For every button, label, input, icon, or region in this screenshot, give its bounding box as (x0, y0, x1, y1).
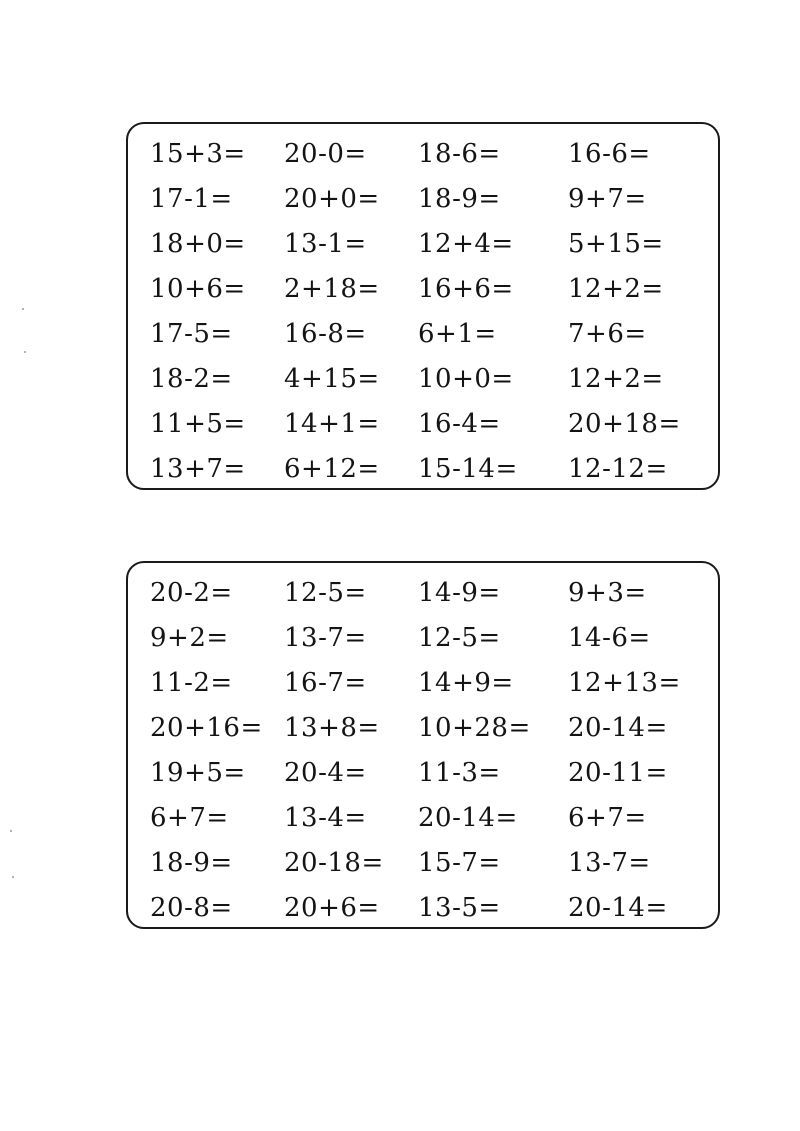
math-problem: 12+4= (418, 229, 514, 259)
math-problem: 12-5= (418, 623, 501, 653)
problem-row (128, 224, 718, 264)
math-problem: 20+16= (150, 713, 263, 743)
math-problem: 11-2= (150, 668, 233, 698)
math-problem: 12+2= (568, 364, 664, 394)
problem-row (128, 888, 718, 928)
problem-row (128, 269, 718, 309)
math-problem: 15-7= (418, 848, 501, 878)
math-problem: 9+2= (150, 623, 229, 653)
problem-row (128, 449, 718, 489)
math-problem: 6+7= (568, 803, 647, 833)
math-problem: 13+7= (150, 454, 246, 484)
math-problem: 7+6= (568, 319, 647, 349)
math-problem: 6+7= (150, 803, 229, 833)
math-problem: 16-6= (568, 139, 651, 169)
math-problem: 14+9= (418, 668, 514, 698)
math-problem: 15-14= (418, 454, 518, 484)
math-problem: 16-8= (284, 319, 367, 349)
math-problem: 20-18= (284, 848, 384, 878)
problem-row (128, 708, 718, 748)
problem-row (128, 798, 718, 838)
worksheet-panel-2 (126, 561, 720, 929)
problem-row (128, 404, 718, 444)
math-problem: 9+3= (568, 578, 647, 608)
math-problem: 13-5= (418, 893, 501, 923)
math-problem: 2+18= (284, 274, 380, 304)
math-problem: 17-1= (150, 184, 233, 214)
problem-row (128, 573, 718, 613)
problem-row (128, 843, 718, 883)
math-problem: 6+1= (418, 319, 497, 349)
math-problem: 20-4= (284, 758, 367, 788)
math-problem: 6+12= (284, 454, 380, 484)
math-problem: 10+28= (418, 713, 531, 743)
problem-row (128, 179, 718, 219)
math-problem: 16+6= (418, 274, 514, 304)
math-problem: 13+8= (284, 713, 380, 743)
math-problem: 14+1= (284, 409, 380, 439)
math-problem: 16-4= (418, 409, 501, 439)
scan-speck (24, 351, 26, 353)
math-problem: 17-5= (150, 319, 233, 349)
problem-row (128, 753, 718, 793)
math-problem: 18+0= (150, 229, 246, 259)
math-problem: 20-0= (284, 139, 367, 169)
problem-row (128, 314, 718, 354)
math-problem: 19+5= (150, 758, 246, 788)
math-problem: 20-2= (150, 578, 233, 608)
worksheet-panel-1 (126, 122, 720, 490)
math-problem: 11-3= (418, 758, 501, 788)
math-problem: 5+15= (568, 229, 664, 259)
math-problem: 20+0= (284, 184, 380, 214)
math-problem: 13-7= (284, 623, 367, 653)
math-problem: 15+3= (150, 139, 246, 169)
math-problem: 13-1= (284, 229, 367, 259)
problem-row (128, 359, 718, 399)
math-problem: 10+6= (150, 274, 246, 304)
math-problem: 20-11= (568, 758, 668, 788)
math-problem: 20-8= (150, 893, 233, 923)
math-problem: 13-7= (568, 848, 651, 878)
math-problem: 10+0= (418, 364, 514, 394)
math-problem: 20-14= (418, 803, 518, 833)
problem-row (128, 618, 718, 658)
problem-row (128, 134, 718, 174)
problem-row (128, 663, 718, 703)
math-problem: 4+15= (284, 364, 380, 394)
scan-speck (10, 830, 12, 832)
math-problem: 14-9= (418, 578, 501, 608)
math-problem: 13-4= (284, 803, 367, 833)
math-problem: 20-14= (568, 713, 668, 743)
math-problem: 20+18= (568, 409, 681, 439)
math-problem: 20-14= (568, 893, 668, 923)
math-problem: 18-9= (418, 184, 501, 214)
math-problem: 18-9= (150, 848, 233, 878)
math-problem: 9+7= (568, 184, 647, 214)
math-problem: 18-6= (418, 139, 501, 169)
scan-speck (12, 876, 14, 878)
math-problem: 11+5= (150, 409, 246, 439)
math-problem: 18-2= (150, 364, 233, 394)
math-problem: 20+6= (284, 893, 380, 923)
math-problem: 12+13= (568, 668, 681, 698)
scan-speck (22, 308, 24, 310)
math-problem: 12+2= (568, 274, 664, 304)
math-problem: 12-5= (284, 578, 367, 608)
math-problem: 14-6= (568, 623, 651, 653)
math-problem: 12-12= (568, 454, 668, 484)
math-problem: 16-7= (284, 668, 367, 698)
